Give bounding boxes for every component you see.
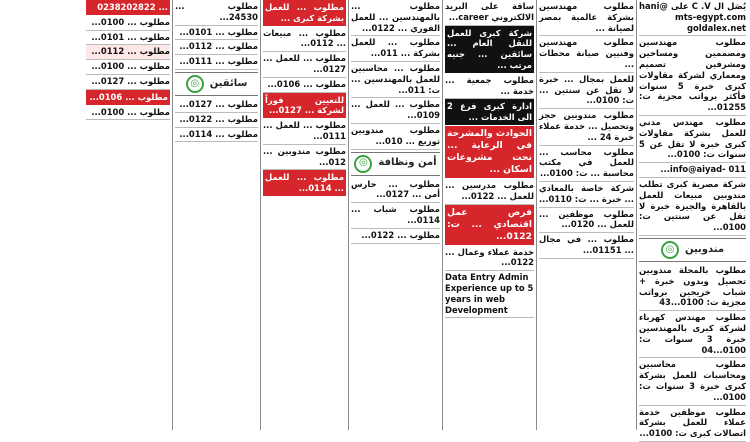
section-badge-icon: ◎ xyxy=(354,155,372,173)
classified-ad: مطلوب مهندس كهرباء لشركة كبرى بالمهندسين خبرة 3 سنوات ت: 0100...04 xyxy=(639,311,746,358)
classified-ad: مطلوب موظفين ... للعمل ... 0120... xyxy=(539,208,634,234)
classified-ad: مطلوب ... مبيعات ... 0112... xyxy=(263,27,346,53)
section-tag xyxy=(175,72,258,96)
classified-ad: مطلوب ... 0127... xyxy=(175,98,258,113)
classified-ad: Data Entry Admin Experience up to 5 years in web Development xyxy=(445,271,534,318)
classified-ad: info@aiyad- 011... xyxy=(639,163,746,178)
classified-ad: مطلوب مهندسين وفنيين صيانة محطات ... xyxy=(539,36,634,72)
classified-ad: مطلوب ... للعمل ... 0111... xyxy=(263,119,346,145)
classified-ad: مطلوب ... 0122... xyxy=(175,113,258,128)
classified-ad: الحوادث والمشرحة في الرعاية ... نحت مشروعات اسكان ... xyxy=(445,126,534,179)
classified-ad: مطلوب مهندسين بشركة عالمية بمصر لصيانة ... xyxy=(539,0,634,36)
classified-ad: يُصَل ال C .V على hani@ mts-egypt.com goldalex.net xyxy=(639,0,746,36)
classified-ad: مطلوب مندوبين توزيع ... 010... xyxy=(351,124,440,150)
classified-ad: مطلوب ... في مجال ... 01151... xyxy=(539,233,634,259)
classified-ad: للعمل بمجال ... خبرة لا تقل عن سنتين ... ت: 0100... xyxy=(539,73,634,109)
classified-ad: مطلوب محاسب ... للعمل في مكتب محاسبة ... ت: 0100... xyxy=(539,146,634,182)
classified-ad: مطلوب ... 24530... xyxy=(175,0,258,26)
classified-ad: مطلوب موظفين خدمة عملاء للعمل بشركة اتصالات كبرى ت: 0100... xyxy=(639,406,746,442)
classified-ad: مطلوب ... للعمل ... 0114... xyxy=(263,170,346,197)
classified-ad: فرص عمل اقتصادي ... ت: 0122... xyxy=(445,205,534,246)
classified-column-5 xyxy=(260,0,348,430)
classified-ad: للتعيين فوراً لشركة ... 0127... xyxy=(263,93,346,120)
classified-ad: مطلوب ... 0114... xyxy=(175,128,258,143)
section-tag xyxy=(351,152,440,176)
section-label: أمن ونظافة xyxy=(378,157,437,169)
classified-ad: شركة خاصة بالمعادي ... خبرة ... ت: 0110... xyxy=(539,182,634,208)
classified-ad: مطلوب ... 0127... xyxy=(86,75,170,90)
classified-ad: مطلوب ... 0106... xyxy=(263,78,346,93)
classified-ad: مطلوب محاسبين ومحاسبات للعمل بشركة كبرى خبرة 3 سنوات ت: 0100... xyxy=(639,358,746,405)
classified-column-2 xyxy=(536,0,636,430)
classified-column-3 xyxy=(442,0,536,430)
classified-ad: مطلوب ... 0100... xyxy=(86,16,170,31)
classified-ad: مطلوب مندوبين ... 012... xyxy=(263,145,346,171)
classified-ad: مطلوب ... 0122... xyxy=(351,229,440,244)
classified-ad: مطلوب ... 0111... xyxy=(175,55,258,70)
classified-ad: شركة كبرى للعمل للنقل العام ... سائقين ... جنيه مرتب ... xyxy=(445,26,534,74)
classified-ad: مطلوب ... للعمل ... 0127... xyxy=(263,52,346,78)
classified-ad: مطلوب بالمحلة مندوبين تحصيل وبدون خبرة + شباب خريجين برواتب مجزية ت: 0100...43 xyxy=(639,264,746,311)
classified-ad: مطلوب ... 0106... xyxy=(86,90,170,106)
classified-ad: مطلوب ... محاسبين للعمل بالمهندسين ... ت: 011... xyxy=(351,62,440,98)
section-label: سائقين xyxy=(209,77,248,89)
classified-ad: مطلوب ... 0101... xyxy=(86,31,170,46)
classified-ad: مطلوب ... للعمل بشركة كبرى ... xyxy=(263,0,346,27)
classified-ad: ساقة على البريد الالكتروني career... xyxy=(445,0,534,26)
classified-ad: مطلوب ... للعمل ... 0109... xyxy=(351,98,440,124)
classified-ad: مطلوب ... 0112... xyxy=(175,40,258,55)
classified-ad: مطلوب ... 0101... xyxy=(175,26,258,41)
classified-ad: ادارة كبرى فرع 2 الى الخدمات ... xyxy=(445,99,534,126)
classified-ad: مطلوب جمعية ... خدمة ... xyxy=(445,74,534,100)
classified-column-1 xyxy=(636,0,748,439)
section-badge-icon: ◎ xyxy=(186,75,204,93)
classified-ad: مطلوب ... 0100... xyxy=(86,60,170,75)
classified-column-7 xyxy=(84,0,172,430)
section-badge-icon: ◎ xyxy=(661,241,679,259)
classified-ad: مطلوب ... 0100... xyxy=(86,106,170,121)
section-label: مندوبين xyxy=(684,243,725,255)
classified-ad: مطلوب مدرسين ... للعمل ... 0122... xyxy=(445,179,534,205)
classified-ad: مطلوب ... للعمل بشركة ... 011... xyxy=(351,36,440,62)
classified-ad: مطلوب مندوبين حجز وتحصيل ... خدمة عملاء خبرة 24 ... xyxy=(539,109,634,145)
classified-column-6 xyxy=(172,0,260,430)
classified-ad: مطلوب مهندسين ومصممين ومساحين ومشرفين تصميم ومعماري لشركة مقاولات كبرى خبرة 5 سنوات فأكثر برواتب مجزية ت: 01255... xyxy=(639,36,746,116)
section-tag xyxy=(639,238,746,262)
classified-ad: مطلوب مهندس مدني للعمل بشركة مقاولات كبرى خبرة لا تقل عن 5 سنوات ت: 0100... xyxy=(639,116,746,163)
classified-ad: شركة مصرية كبرى تطلب مندوبين مبيعات للعمل بالقاهرة والجيزة خبرة لا تقل عن سنتين ت: 0100... xyxy=(639,178,746,236)
classified-ad: مطلوب ... بالمهندسين ... للعمل الفوري ... 0122... xyxy=(351,0,440,36)
classified-column-4 xyxy=(348,0,442,430)
classified-ad: خدمة عملاء وعمال ... 0122... xyxy=(445,246,534,272)
classified-ad: مطلوب ... 0112... xyxy=(86,45,170,60)
classified-ad: مطلوب شباب ... 0114... xyxy=(351,203,440,229)
classified-ad: ... 0238202822 xyxy=(86,0,170,16)
classified-ad: مطلوب ... حارس أمن ... 0127... xyxy=(351,178,440,204)
